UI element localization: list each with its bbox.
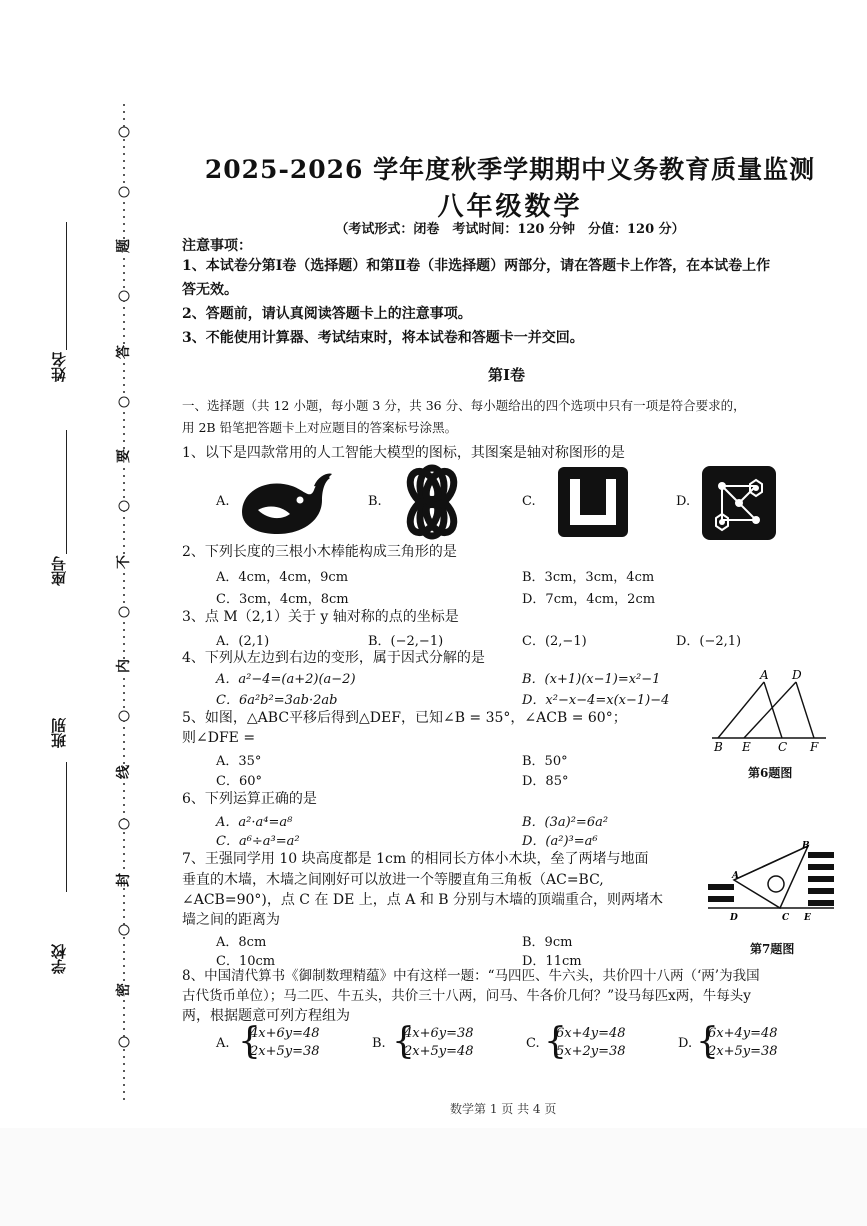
fig7-point-e: E xyxy=(804,913,811,923)
q8-option-c-label: C. xyxy=(526,1036,540,1051)
fig6-point-c: C xyxy=(778,740,788,752)
scan-bottom-margin xyxy=(0,1128,867,1226)
figure-7-caption: 第7题图 xyxy=(750,942,795,956)
q4-stem: 4、下列从左边到右边的变形，属于因式分解的是 xyxy=(182,650,485,666)
fig6-point-d: D xyxy=(792,668,802,682)
field-label-school: 学校 xyxy=(50,944,68,974)
note-1-cont: 答无效。 xyxy=(182,282,238,298)
q7-option-c: C．10cm xyxy=(216,954,276,969)
q5-option-b: B．50° xyxy=(522,754,568,769)
section-instructions-1: 一、选择题（共 12 小题，每小题 3 分，共 36 分、每小题给出的四个选项中只有一项是符合要求的， xyxy=(182,398,746,413)
field-label-class: 班别 xyxy=(50,718,68,748)
q7-option-b: B．9cm xyxy=(522,935,573,950)
q2-option-b: B．3cm，3cm，4cm xyxy=(522,570,655,585)
q8-option-b-eq2: 2x+5y=48 xyxy=(404,1044,474,1059)
q2-option-a: A．4cm，4cm，9cm xyxy=(216,570,349,585)
field-label-seat: 座号 xyxy=(50,556,68,586)
q8-option-a-eq2: 2x+5y=38 xyxy=(250,1044,320,1059)
seal-char-6: 线 xyxy=(113,765,133,779)
q2-option-d: D．7cm，4cm，2cm xyxy=(522,592,656,607)
page-footer: 数学第 1 页 共 4 页 xyxy=(450,1102,557,1116)
q6-option-c: C．a⁶÷a³=a² xyxy=(216,834,300,849)
seal-char-5: 内 xyxy=(113,659,133,673)
field-label-name: 姓名 xyxy=(50,352,68,382)
q8-option-d-eq2: 2x+5y=38 xyxy=(708,1044,778,1059)
fig7-point-b: B xyxy=(802,841,810,851)
subject-title: 八年级数学 xyxy=(437,192,583,222)
q5-stem: 5、如图，△ABC平移后得到△DEF，已知∠B = 35°，∠ACB = 60°； xyxy=(182,710,627,726)
q1-label-c: C. xyxy=(522,494,536,509)
q8-option-c-brace: { xyxy=(544,1021,567,1062)
q8-option-d-brace: { xyxy=(696,1021,719,1062)
knot-logo-icon xyxy=(392,462,472,542)
note-2: 2、答题前，请认真阅读答题卡上的注意事项。 xyxy=(182,306,472,322)
fig6-point-e: E xyxy=(742,740,751,752)
q8-line-1: 8、中国清代算书《御制数理精蕴》中有这样一题：“马四匹、牛六头，共价四十八两（‘两’为我国 xyxy=(182,968,760,984)
exam-title: 2025-2026 学年度秋季学期期中义务教育质量监测 xyxy=(204,155,816,184)
q2-stem: 2、下列长度的三根小木棒能构成三角形的是 xyxy=(182,544,457,560)
frame-logo-icon xyxy=(556,465,630,539)
q2-option-c: C．3cm，4cm，8cm xyxy=(216,592,349,607)
q7-line-1: 7、王强同学用 10 块高度都是 1cm 的相同长方体小木块，垒了两堵与地面 xyxy=(182,851,649,867)
q4-option-c: C．6a²b²=3ab·2ab xyxy=(216,693,338,708)
fig6-point-b: B xyxy=(714,740,723,752)
q6-option-d: D．(a²)³=a⁶ xyxy=(522,834,598,849)
q8-option-b-eq1: 4x+6y=38 xyxy=(404,1026,474,1041)
q8-option-b-label: B. xyxy=(372,1036,386,1051)
q5-option-a: A．35° xyxy=(216,754,262,769)
field-line-class xyxy=(66,762,67,892)
seal-char-8: 密 xyxy=(113,983,133,997)
figure-6-triangles xyxy=(708,668,836,752)
q8-option-b-brace: { xyxy=(392,1021,415,1062)
q7-option-a: A．8cm xyxy=(216,935,267,950)
exam-info: （考试形式：闭卷 考试时间：120 分钟 分值：120 分） xyxy=(335,222,685,237)
q8-option-d-eq1: 6x+4y=48 xyxy=(708,1026,778,1041)
q8-line-3: 两，根据题意可列方程组为 xyxy=(182,1008,350,1024)
q1-label-d: D. xyxy=(676,494,691,509)
field-line-seat xyxy=(66,430,67,554)
q8-option-a-label: A. xyxy=(216,1036,230,1051)
q5-option-d: D．85° xyxy=(522,774,569,789)
seal-line xyxy=(118,104,130,1104)
q3-stem: 3、点 M（2,1）关于 y 轴对称的点的坐标是 xyxy=(182,609,459,625)
section-instructions-2: 用 2B 铅笔把答题卡上对应题目的答案标号涂黑。 xyxy=(182,420,458,435)
q6-stem: 6、下列运算正确的是 xyxy=(182,791,317,807)
seal-char-7: 封 xyxy=(113,873,133,887)
q8-option-a-brace: { xyxy=(238,1021,261,1062)
seal-char-1: 题 xyxy=(113,239,133,253)
q8-option-a-eq1: 4x+6y=48 xyxy=(250,1026,320,1041)
notes-heading: 注意事项： xyxy=(182,238,252,254)
q8-line-2: 古代货币单位）；马二匹、牛五头，共价三十八两，问马、牛各价几何？”设马每匹x两，牛每头y xyxy=(182,988,751,1004)
q8-option-d-label: D. xyxy=(678,1036,693,1051)
note-3: 3、不能使用计算器、考试结束时，将本试卷和答题卡一并交回。 xyxy=(182,330,584,346)
q5-option-c: C．60° xyxy=(216,774,262,789)
field-line-name xyxy=(66,222,67,350)
q8-option-c-eq1: 6x+4y=48 xyxy=(556,1026,626,1041)
q4-option-a: A．a²−4=(a+2)(a−2) xyxy=(216,672,356,687)
q8-option-c-eq2: 5x+2y=38 xyxy=(556,1044,626,1059)
q5-stem-2: 则∠DFE = xyxy=(182,730,256,746)
q7-line-4: 墙之间的距离为 xyxy=(182,912,280,928)
q3-option-d: D．(−2,1) xyxy=(676,634,742,649)
q7-line-3: ∠ACB=90°)，点 C 在 DE 上，点 A 和 B 分别与木墙的顶端重合，则两堵木 xyxy=(182,892,664,908)
q1-label-a: A. xyxy=(216,494,230,509)
fig7-point-a: A xyxy=(732,871,739,881)
q6-option-b: B．(3a)²=6a² xyxy=(522,815,609,830)
network-logo-icon xyxy=(700,464,778,542)
seal-char-3: 要 xyxy=(113,449,133,463)
q7-option-d: D．11cm xyxy=(522,954,582,969)
seal-char-2: 答 xyxy=(113,345,133,359)
whale-logo-icon xyxy=(238,470,334,540)
q4-option-b: B．(x+1)(x−1)=x²−1 xyxy=(522,672,661,687)
section-title: 第Ⅰ卷 xyxy=(488,366,526,384)
seal-char-4: 不 xyxy=(113,555,133,569)
figure-7-walls xyxy=(706,840,836,924)
q3-option-b: B．(−2,−1) xyxy=(368,634,444,649)
fig7-point-c: C xyxy=(782,913,790,923)
q3-option-c: C．(2,−1) xyxy=(522,634,587,649)
q4-option-d: D．x²−x−4=x(x−1)−4 xyxy=(522,693,670,708)
fig6-point-f: F xyxy=(810,740,819,752)
q1-stem: 1、以下是四款常用的人工智能大模型的图标，其图案是轴对称图形的是 xyxy=(182,445,625,461)
fig6-point-a: A xyxy=(760,668,769,682)
figure-6-caption: 第6题图 xyxy=(748,766,793,780)
q7-line-2: 垂直的木墙，木墙之间刚好可以放进一个等腰直角三角板（AC=BC, xyxy=(182,872,604,888)
q1-label-b: B. xyxy=(368,494,382,509)
q3-option-a: A．(2,1) xyxy=(216,634,270,649)
q6-option-a: A．a²·a⁴=a⁸ xyxy=(216,815,293,830)
fig7-point-d: D xyxy=(730,913,738,923)
note-1: 1、本试卷分第Ⅰ卷（选择题）和第Ⅱ卷（非选择题）两部分，请在答题卡上作答，在本试卷上作 xyxy=(182,258,771,274)
